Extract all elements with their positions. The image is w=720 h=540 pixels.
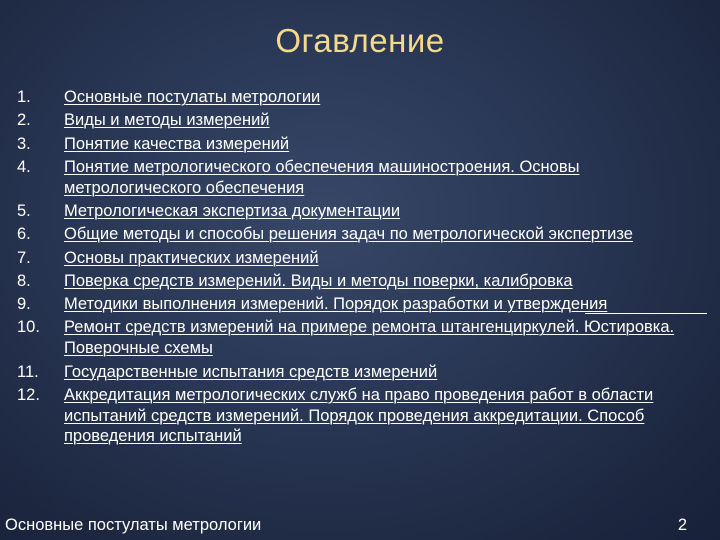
table-of-contents [17, 87, 707, 450]
toc-item-7 [17, 248, 707, 269]
toc-link-1[interactable]: Основные постулаты метрологии [64, 88, 321, 106]
toc-item-11 [17, 362, 707, 383]
toc-link-12[interactable]: Аккредитация метрологических служб на право проведения работ в области испытаний средств измерений. Порядок проведения аккредитации. Способ проведения испытаний [64, 385, 654, 446]
toc-item-2 [17, 110, 707, 131]
toc-item-6 [17, 224, 707, 245]
toc-link-7[interactable]: Основы практических измерений [64, 248, 319, 267]
underline-rule [585, 313, 707, 314]
toc-number: 6. [17, 225, 31, 244]
toc-number: 10. [17, 318, 40, 337]
toc-link-9[interactable]: Методики выполнения измерений. Порядок разработки и утверждения [64, 295, 608, 314]
page-number: 2 [677, 516, 687, 534]
toc-number: 12. [17, 385, 40, 404]
toc-item-9 [17, 294, 707, 315]
toc-number: 8. [17, 271, 31, 290]
toc-link-11[interactable]: Государственные испытания средств измерений [64, 362, 438, 381]
toc-link-2[interactable]: Виды и методы измерений [64, 111, 270, 130]
toc-link-8[interactable]: Поверка средств измерений. Виды и методы поверки, калибровка [64, 271, 573, 290]
toc-link-3[interactable]: Понятие качества измерений [64, 134, 290, 153]
toc-item-10 [17, 317, 707, 359]
toc-link-10[interactable]: Ремонт средств измерений на примере ремонта штангенциркулей. Юстировка. Поверочные схемы [64, 318, 675, 358]
toc-number: 5. [17, 201, 31, 220]
slide-title: Огавление [275, 22, 445, 59]
slide-footer: Основные постулаты метрологии [5, 516, 262, 534]
toc-item-8 [17, 271, 707, 292]
toc-item-5 [17, 201, 707, 222]
toc-number: 1. [17, 88, 31, 106]
toc-link-6[interactable]: Общие методы и способы решения задач по метрологической экспертизе [64, 225, 633, 244]
toc-link-4[interactable]: Понятие метрологического обеспечения машиностроения. Основы метрологического обеспечения [64, 157, 580, 197]
toc-number: 4. [17, 157, 31, 176]
toc-number: 11. [17, 362, 39, 381]
toc-number: 2. [17, 111, 31, 130]
toc-item-4 [17, 157, 707, 199]
toc-number: 9. [17, 295, 31, 314]
toc-item-12 [17, 385, 707, 447]
toc-item-1 [17, 87, 707, 108]
toc-number: 7. [17, 248, 31, 267]
toc-link-5[interactable]: Метрологическая экспертиза документации [64, 201, 401, 220]
toc-number: 3. [17, 134, 31, 153]
toc-item-3 [17, 134, 707, 155]
